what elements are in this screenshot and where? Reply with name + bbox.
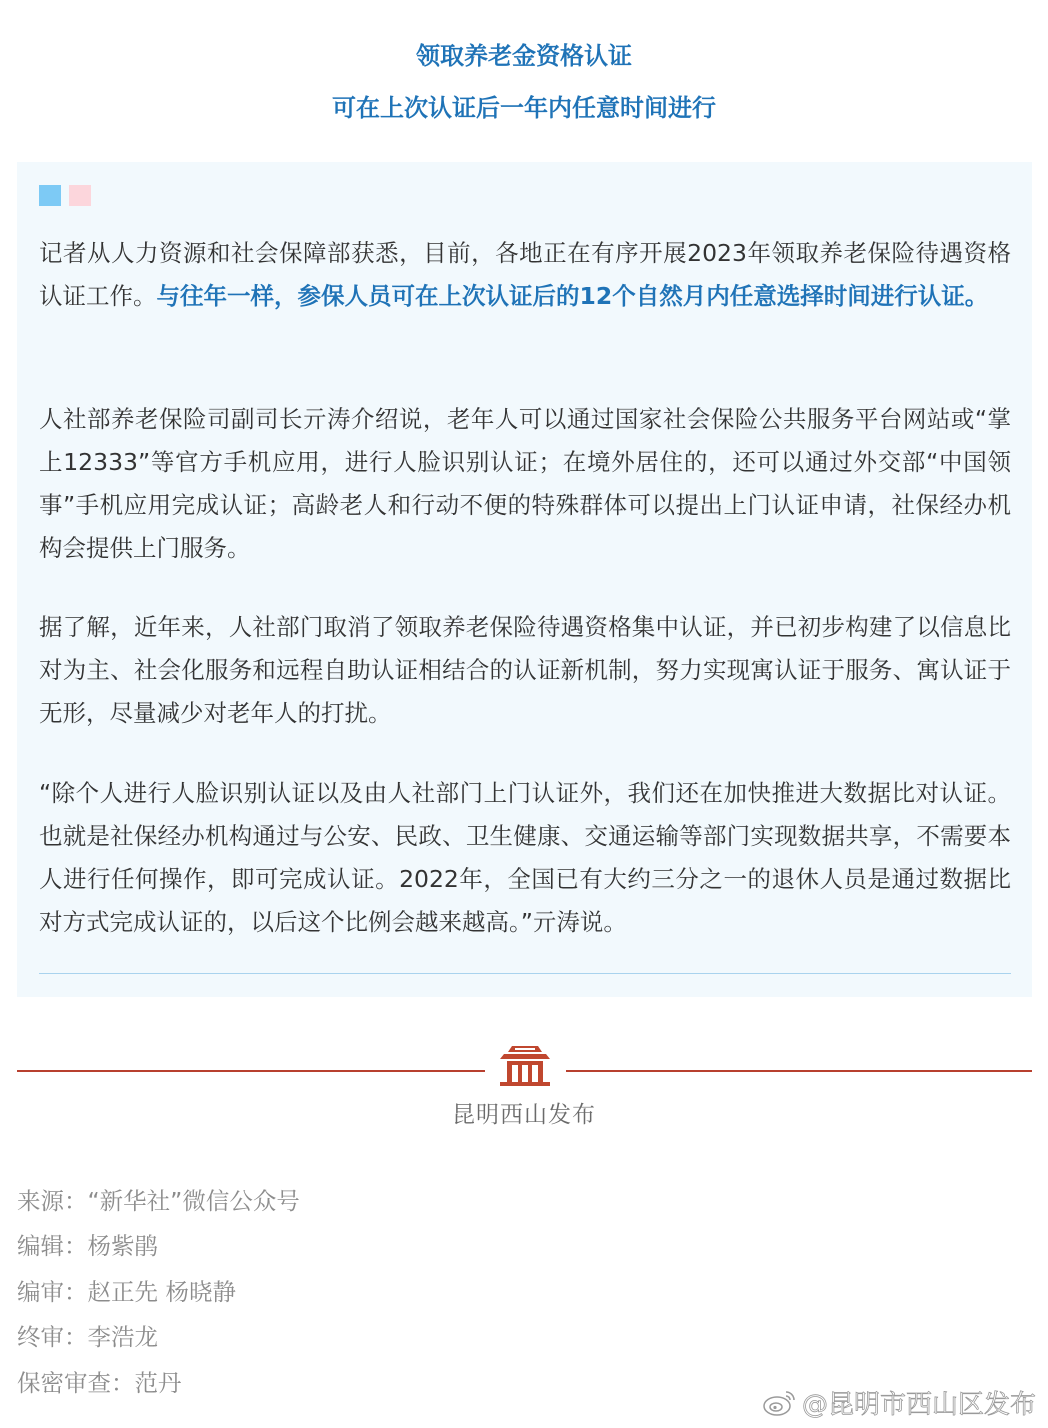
article-card — [17, 162, 1032, 997]
footer-rule-left — [17, 1070, 485, 1072]
article-paragraph-4: “除个人进行人脸识别认证以及由人社部门上门认证外，我们还在加快推进大数据比对认证。也就是社保经办机构通过与公安、民政、卫生健康、交通运输等部门实现数据共享，不需要本人进行任何操作，即可完成认证。2022年，全国已有大约三分之一的退休人员是通过数据比对方式完成认证的，以后这个比例会越来越高。”亓涛说。 — [39, 779, 1011, 936]
watermark-text: @昆明市西山区发布 — [801, 1389, 1036, 1420]
decor-square-blue — [39, 185, 61, 206]
paragraph-1-text: 记者从人力资源和社会保障部获悉，目前，各地正在有序开展2023年领取养老保险待遇资格认证工作。 — [39, 239, 1011, 310]
credit-source: 来源：“新华社”微信公众号 — [17, 1187, 300, 1215]
weibo-icon — [762, 1387, 798, 1417]
weibo-watermark — [762, 1384, 1036, 1420]
article-paragraph-3: 据了解，近年来，人社部门取消了领取养老保险待遇资格集中认证，并已初步构建了以信息比对为主、社会化服务和远程自助认证相结合的认证新机制，努力实现寓认证于服务、寓认证于无形，尽量减少对老年人的打扰。 — [39, 613, 1011, 727]
credit-final-review: 终审：李浩龙 — [17, 1323, 158, 1351]
footer-brand: 昆明西山发布 — [452, 1102, 596, 1128]
headline-line-1: 领取养老金资格认证 — [416, 42, 632, 70]
headline-line-2: 可在上次认证后一年内任意时间进行 — [332, 94, 716, 122]
decor-square-pink — [69, 185, 91, 206]
article-paragraph-2: 人社部养老保险司副司长亓涛介绍说，老年人可以通过国家社会保险公共服务平台网站或“掌上12333”等官方手机应用，进行人脸识别认证；在境外居住的，还可以通过外交部“中国领事”手机应用完成认证；高龄老人和行动不便的特殊群体可以提出上门认证申请，社保经办机构会提供上门服务。 — [39, 405, 1011, 562]
footer-rule-right — [566, 1070, 1032, 1072]
pavilion-gate-icon — [498, 1044, 552, 1086]
credit-confidential-review: 保密审查：范丹 — [17, 1369, 182, 1397]
paragraph-1-highlight: 与往年一样，参保人员可在上次认证后的12个自然月内任意选择时间进行认证。 — [156, 282, 989, 310]
article-paragraph-1 — [39, 232, 1011, 318]
card-divider — [39, 973, 1011, 974]
credit-reviewer: 编审：赵正先 杨晓静 — [17, 1278, 236, 1306]
credit-editor: 编辑：杨紫鹃 — [17, 1232, 158, 1260]
